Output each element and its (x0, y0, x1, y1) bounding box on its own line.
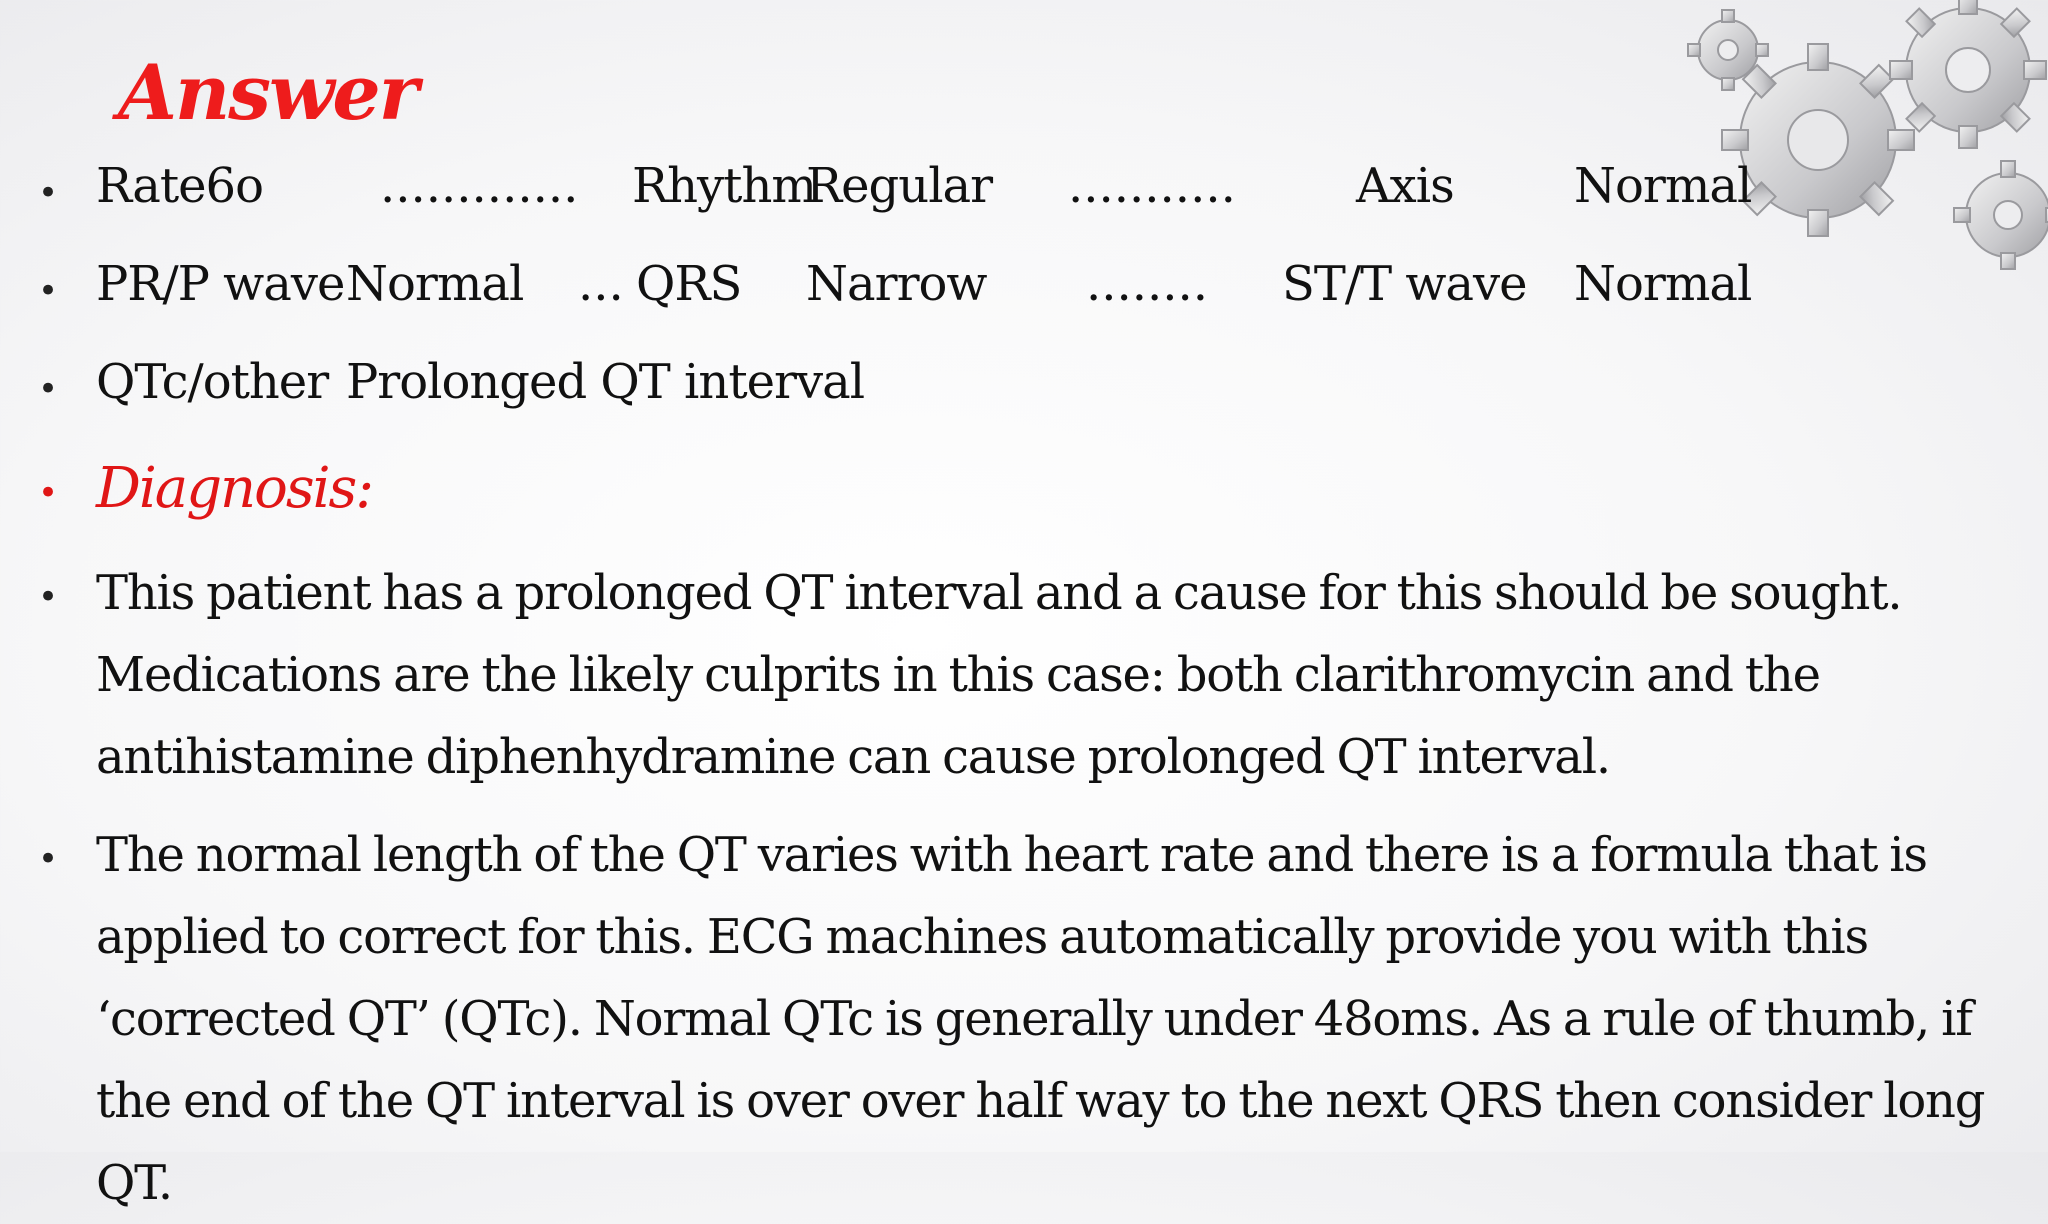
bullet-icon: • (38, 577, 59, 617)
bullet-icon: • (38, 369, 59, 409)
qrs-label: QRS (636, 256, 742, 312)
axis-label: Axis (1356, 158, 1454, 214)
rhythm-label: Rhythm (632, 158, 816, 214)
dot-leader: ........... (1068, 158, 1236, 214)
bullet-icon: • (38, 839, 59, 879)
dot-leader: ............. (380, 158, 579, 214)
st-t-wave-label: ST/T wave (1282, 256, 1527, 312)
diagnosis-heading: Diagnosis: (96, 456, 373, 521)
bullet-icon: • (38, 173, 59, 213)
qrs-value: Narrow (806, 256, 987, 312)
rate-label: Rate6o (96, 158, 263, 214)
bullet-icon: • (38, 271, 59, 311)
bullet-icon: • (38, 473, 59, 513)
dot-leader: ........ (1086, 256, 1209, 312)
qt-explanation-paragraph: The normal length of the QT varies with heart rate and there is a formula that is applied to correct for this. ECG machines automatically provide you with this ‘corrected QT’ (QTc). Normal QTc is generally under 48oms. As a rule of thumb, if the end of the QT interval is over over half way to the next QRS then consider long QT. (96, 827, 1985, 1211)
dot-leader: ... (578, 256, 624, 312)
axis-value: Normal (1574, 158, 1752, 214)
slide-title: Answer (118, 48, 417, 137)
diagnosis-paragraph: This patient has a prolonged QT interval and a cause for this should be sought. Medications are the likely culprits in this case: both clarithromycin and the antihistamine diphenhydramine can cause prolonged QT interval. (96, 565, 1902, 785)
qtc-other-value: Prolonged QT interval (346, 354, 865, 410)
qtc-other-label: QTc/other (96, 354, 329, 410)
rhythm-value: Regular (806, 158, 993, 214)
pr-p-wave-label: PR/P wave (96, 256, 345, 312)
st-t-wave-value: Normal (1574, 256, 1752, 312)
pr-p-wave-value: Normal (346, 256, 524, 312)
